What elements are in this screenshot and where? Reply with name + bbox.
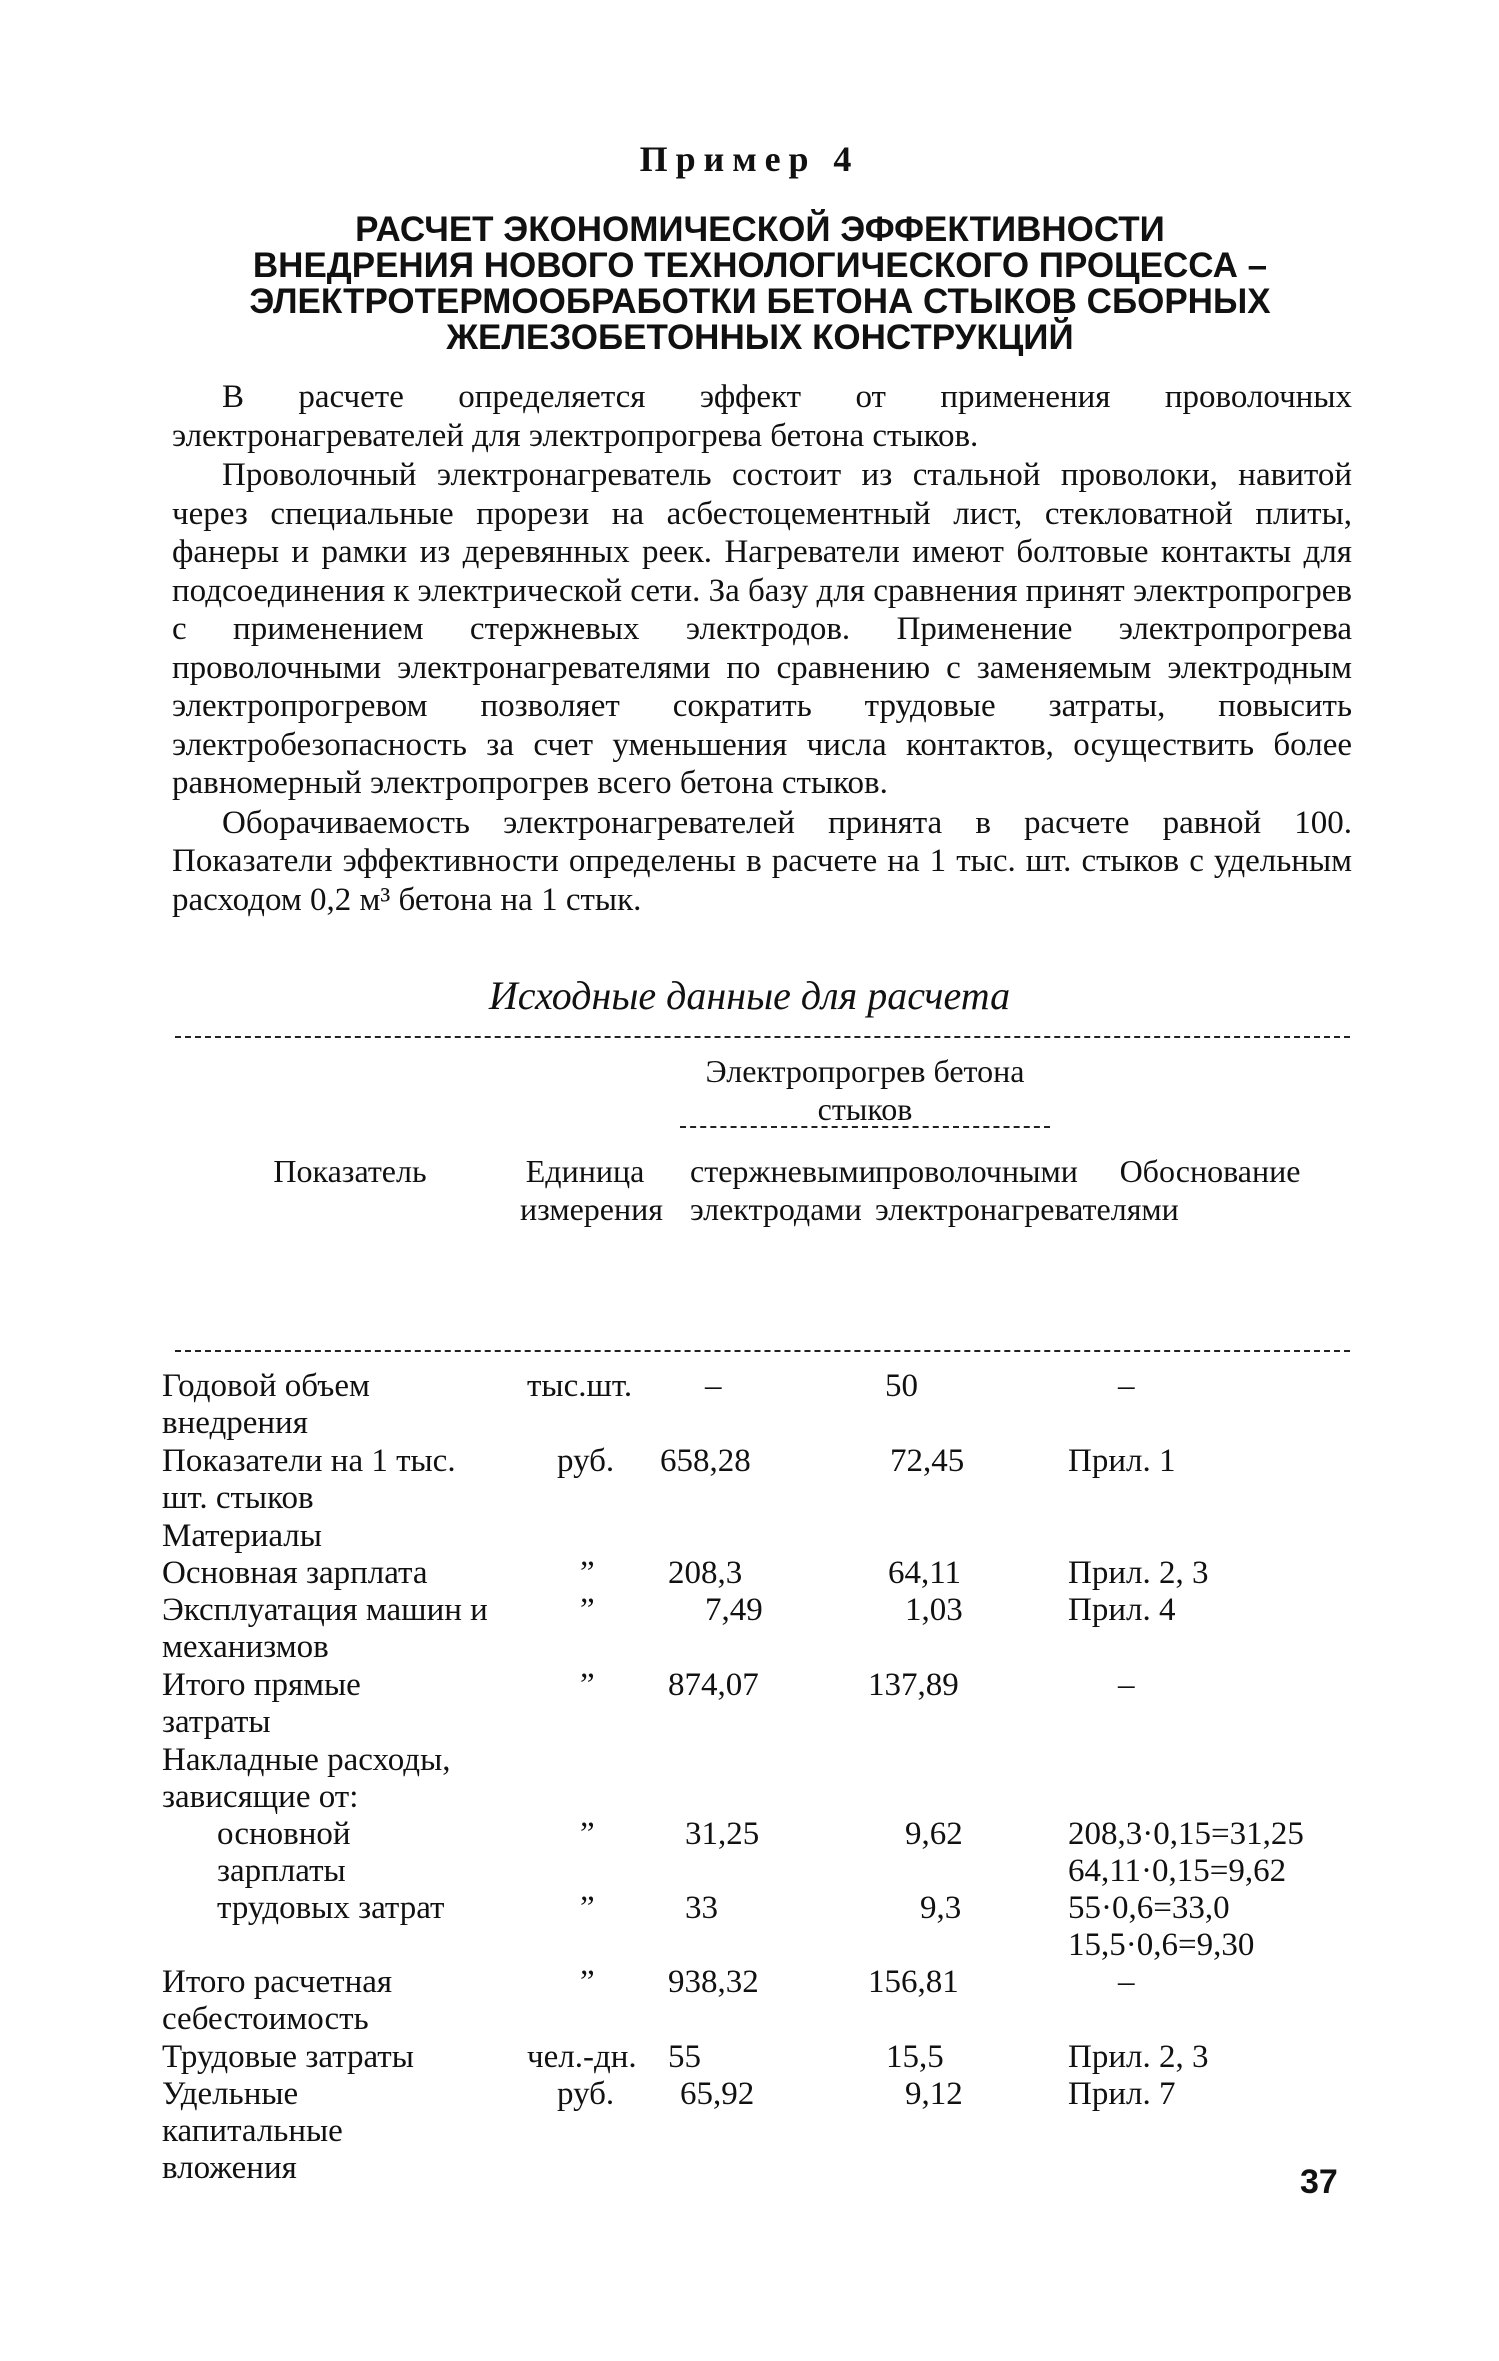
- row-label: Итого расчетная себестоимость: [162, 1964, 393, 2037]
- table-top-rule: [175, 1036, 1350, 1038]
- row-label: Удельные капитальные вложения: [162, 2076, 343, 2186]
- row-value-wire: 50: [885, 1368, 918, 1404]
- row-value-wire: 72,45: [890, 1443, 965, 1479]
- row-label: Трудовые затраты: [162, 2039, 414, 2075]
- row-note: –: [1118, 1368, 1135, 1404]
- row-label: трудовых затрат: [217, 1890, 445, 1926]
- title-line: ВНЕДРЕНИЯ НОВОГО ТЕХНОЛОГИЧЕСКОГО ПРОЦЕССА –: [252, 246, 1268, 285]
- table-header-rule: [175, 1350, 1350, 1352]
- row-value-wire: 156,81: [868, 1964, 959, 2000]
- row-value-wire: 9,12: [905, 2076, 963, 2112]
- row-value-rod: 208,3: [668, 1555, 743, 1591]
- title-line: РАСЧЕТ ЭКОНОМИЧЕСКОЙ ЭФФЕКТИВНОСТИ: [355, 210, 1165, 249]
- row-unit: ”: [580, 1592, 595, 1628]
- header-col-wire: проволочными электронагревателями: [875, 1153, 1179, 1227]
- row-value-wire: 15,5: [886, 2039, 944, 2075]
- row-label: основной: [217, 1816, 351, 1852]
- row-label: зарплаты: [217, 1853, 346, 1889]
- row-value-rod: 938,32: [668, 1964, 759, 2000]
- paragraph: В расчете определяется эффект от применения проволочных электронагревателей для электропрогрева бетона стыков.: [172, 379, 1352, 454]
- row-note: Прил. 2, 3: [1068, 2039, 1209, 2075]
- row-value-wire: 1,03: [905, 1592, 963, 1628]
- table-caption: Исходные данные для расчета: [488, 973, 1011, 1018]
- row-note: 15,5·0,6=9,30: [1068, 1927, 1255, 1963]
- row-unit: ”: [580, 1555, 595, 1591]
- row-label: Показатели на 1 тыс. шт. стыков: [162, 1443, 456, 1516]
- row-unit: ”: [580, 1964, 595, 2000]
- page-number: 37: [1300, 2163, 1338, 2201]
- row-value-wire: 137,89: [868, 1667, 959, 1703]
- title-line: ЭЛЕКТРОТЕРМООБРАБОТКИ БЕТОНА СТЫКОВ СБОРНЫХ: [249, 282, 1271, 321]
- header-group: Электропрогрев бетона стыков: [705, 1053, 1025, 1127]
- row-note: Прил. 7: [1068, 2076, 1176, 2112]
- header-col-rod: стержневыми электродами: [690, 1153, 876, 1227]
- header-basis: Обоснование: [1119, 1153, 1301, 1189]
- row-note: 208,3·0,15=31,25: [1068, 1816, 1304, 1852]
- row-note: –: [1118, 1964, 1135, 2000]
- paragraph: Оборачиваемость электронагревателей принята в расчете равной 100. Показатели эффективности определены в расчете на 1 тыс. шт. стыков с удельным расходом 0,2 м³ бетона на 1 стык.: [172, 804, 1352, 918]
- paragraph: Проволочный электронагреватель состоит из стальной проволоки, навитой через специальные прорези на асбестоцементный лист, стекловатной плиты, фанеры и рамки из деревянных реек. Нагреватели имеют болтовые контакты для подсоединения к электрической сети. За базу для сравнения принят электропрогрев с применением стержневых электродов. Применение электропрогрева проволочными электронагревателями по сравнению с заменяемым электродным электропрогревом позволяет сократить трудовые затраты, повысить электробезопасность за счет уменьшения числа контактов, осуществить более равномерный электропрогрев всего бетона стыков.: [172, 457, 1353, 801]
- row-value-rod: –: [705, 1368, 722, 1404]
- row-value-rod: 55: [668, 2039, 701, 2075]
- row-label: Материалы: [162, 1518, 322, 1554]
- row-value-rod: 31,25: [685, 1816, 760, 1852]
- row-unit: руб.: [557, 1443, 615, 1479]
- row-note: 64,11·0,15=9,62: [1068, 1853, 1287, 1889]
- row-note: Прил. 1: [1068, 1443, 1176, 1479]
- body-text: [172, 378, 1352, 920]
- row-note: Прил. 4: [1068, 1592, 1176, 1628]
- row-unit: ”: [580, 1816, 595, 1852]
- row-note: Прил. 2, 3: [1068, 1555, 1209, 1591]
- document-title: [220, 212, 1300, 356]
- example-label: Пример 4: [639, 139, 860, 179]
- title-line: ЖЕЛЕЗОБЕТОННЫХ КОНСТРУКЦИЙ: [446, 318, 1074, 357]
- row-note: 55·0,6=33,0: [1068, 1890, 1230, 1926]
- row-value-rod: 7,49: [705, 1592, 763, 1628]
- header-group-rule: [680, 1126, 1050, 1128]
- row-value-rod: 65,92: [680, 2076, 755, 2112]
- row-unit: ”: [580, 1667, 595, 1703]
- row-value-wire: 9,62: [905, 1816, 963, 1852]
- row-value-wire: 64,11: [888, 1555, 962, 1591]
- row-label: Накладные расходы, зависящие от:: [162, 1742, 451, 1815]
- row-value-rod: 33: [685, 1890, 718, 1926]
- row-unit: тыс.шт.: [527, 1368, 633, 1404]
- row-value-wire: 9,3: [920, 1890, 962, 1926]
- row-label: Эксплуатация машин и механизмов: [162, 1592, 488, 1665]
- row-note: –: [1118, 1667, 1135, 1703]
- row-label: Годовой объем внедрения: [162, 1368, 370, 1441]
- row-unit: чел.-дн.: [527, 2039, 637, 2075]
- row-label: Итого прямые затраты: [162, 1667, 361, 1740]
- row-value-rod: 658,28: [660, 1443, 751, 1479]
- row-value-rod: 874,07: [668, 1667, 759, 1703]
- header-indicator: Показатель: [273, 1153, 427, 1189]
- row-unit: ”: [580, 1890, 595, 1926]
- row-unit: руб.: [557, 2076, 615, 2112]
- row-label: Основная зарплата: [162, 1555, 428, 1591]
- header-unit: Единица измерения: [520, 1153, 663, 1227]
